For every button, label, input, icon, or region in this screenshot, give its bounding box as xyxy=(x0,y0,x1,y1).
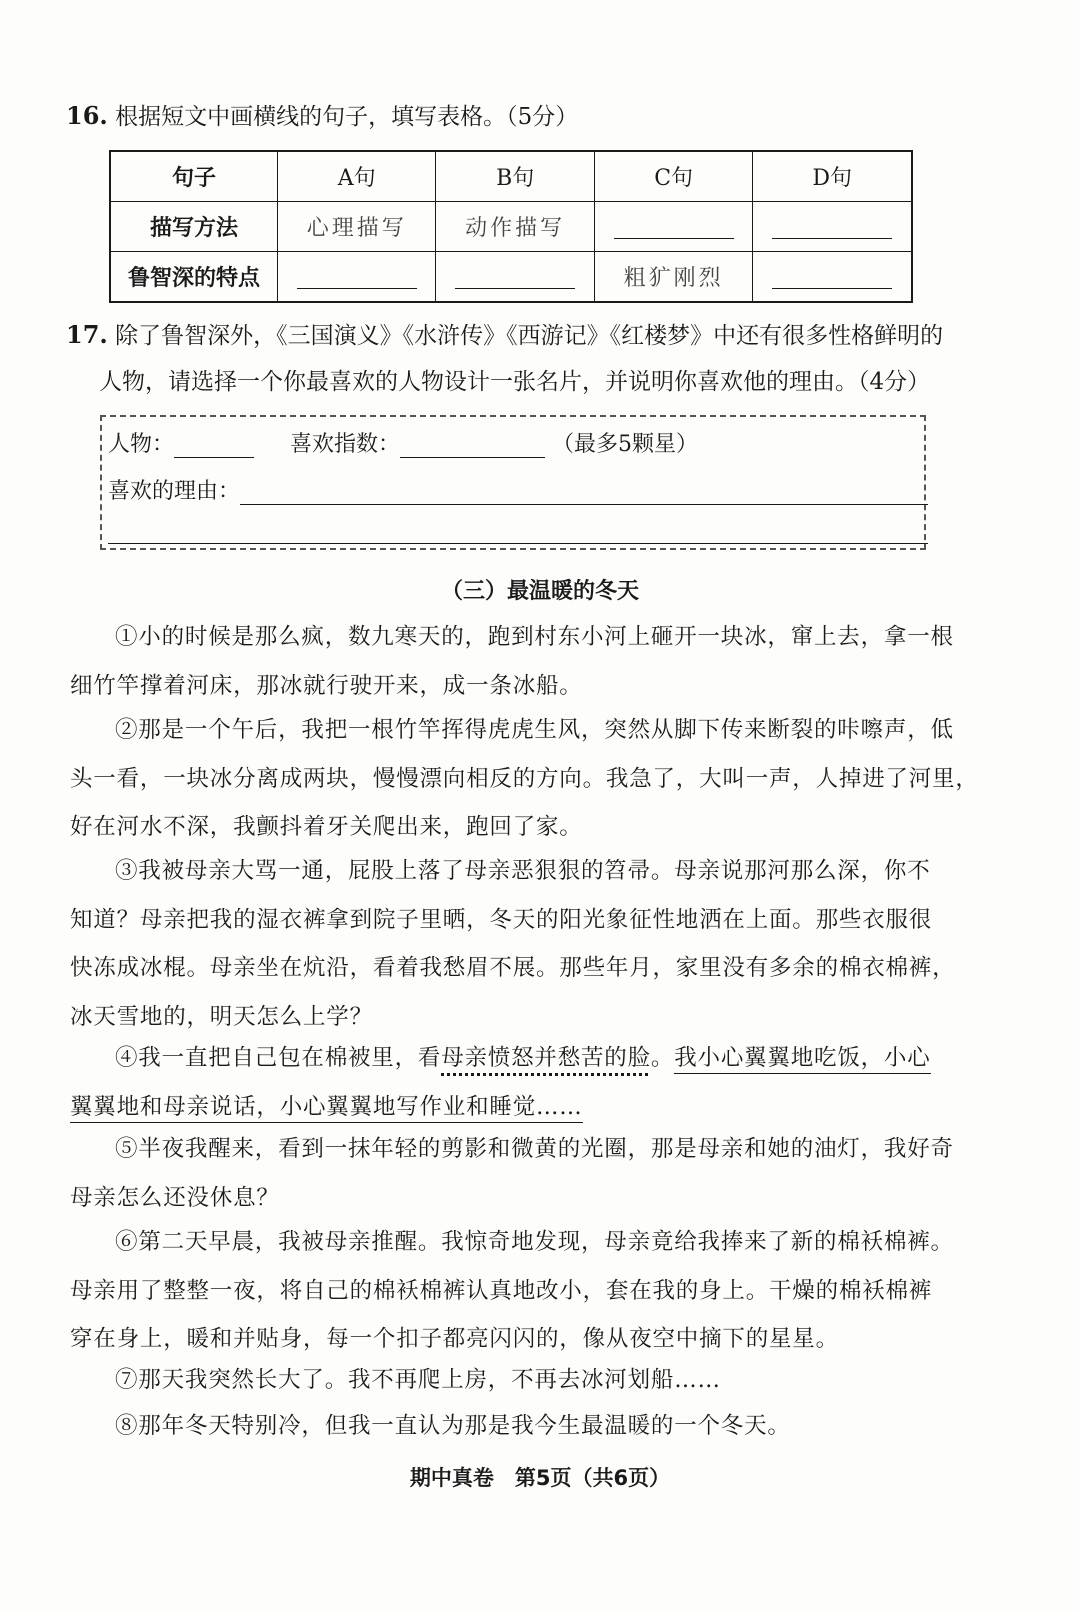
question-number: 17. xyxy=(66,320,108,349)
dotted-emphasis: 母亲愤怒并愁苦的脸 xyxy=(441,1045,651,1071)
table-cell-answer: 粗犷刚烈 xyxy=(594,252,752,303)
page-footer: 期中真卷 第5页（共6页） xyxy=(409,1466,671,1490)
text-line: 好在河水不深，我颤抖着牙关爬出来，跑回了家。 xyxy=(70,814,583,841)
text-line: 细竹竿撑着河床，那冰就行驶开来，成一条冰船。 xyxy=(70,672,583,699)
card-row-reason xyxy=(108,474,928,505)
table-cell: D句 xyxy=(753,151,912,202)
paragraph-5 xyxy=(70,1125,960,1222)
reason-blank[interactable] xyxy=(240,478,928,505)
question-text: 根据短文中画横线的句子，填写表格。（5分） xyxy=(115,104,579,130)
paragraph-7 xyxy=(70,1356,960,1405)
text-line: 冰天雪地的，明天怎么上学？ xyxy=(70,1003,373,1030)
underlined-sentence: 翼翼地和母亲说话，小心翼翼地写作业和睡觉…… xyxy=(70,1094,583,1123)
reason-blank-line2[interactable] xyxy=(108,543,928,544)
answer-table xyxy=(109,150,913,303)
table-cell-answer: 心理描写 xyxy=(278,202,436,252)
text-line xyxy=(70,1083,960,1132)
card-row-person xyxy=(108,427,698,458)
table-cell: B句 xyxy=(436,151,594,202)
table-cell-blank[interactable] xyxy=(753,252,912,303)
text-line: ⑦那天我突然长大了。我不再爬上房，不再去冰河划船…… xyxy=(115,1367,721,1393)
answer-blank[interactable] xyxy=(455,266,575,289)
paragraph-8 xyxy=(70,1402,960,1451)
table-cell-answer: 动作描写 xyxy=(436,202,594,252)
paragraph-6 xyxy=(70,1218,960,1364)
table-cell-blank[interactable] xyxy=(278,252,436,303)
name-card-box xyxy=(100,415,926,550)
table-cell: 鲁智深的特点 xyxy=(110,252,278,303)
question-number: 16. xyxy=(66,101,108,130)
paragraph-3 xyxy=(70,847,960,1041)
text-line: 知道？母亲把我的湿衣裤拿到院子里晒，冬天的阳光象征性地洒在上面。那些衣服很 xyxy=(70,906,933,933)
text-line: ③我被母亲大骂一通，屁股上落了母亲恶狠狠的笤帚。母亲说那河那么深，你不 xyxy=(115,858,931,884)
text-line: 穿在身上，暖和并贴身，每一个扣子都亮闪闪的，像从夜空中摘下的星星。 xyxy=(70,1326,839,1353)
text-line: 母亲用了整整一夜，将自己的棉袄棉裤认真地改小，套在我的身上。干燥的棉袄棉裤 xyxy=(70,1277,933,1304)
text-line: ①小的时候是那么疯，数九寒天的，跑到村东小河上砸开一块冰，窜上去，拿一根 xyxy=(115,624,954,650)
text-line: ⑧那年冬天特别冷，但我一直认为那是我今生最温暖的一个冬天。 xyxy=(115,1413,791,1439)
person-blank[interactable] xyxy=(174,431,254,458)
plain-text: 。 xyxy=(650,1045,675,1071)
question-text: 除了鲁智深外，《三国演义》《水浒传》《西游记》《红楼梦》中还有很多性格鲜明的 xyxy=(115,323,944,349)
like-blank[interactable] xyxy=(400,431,545,458)
table-row xyxy=(110,202,912,252)
paragraph-1 xyxy=(70,613,960,710)
table-cell-blank[interactable] xyxy=(753,202,912,252)
table-row xyxy=(110,252,912,303)
underlined-sentence: 我小心翼翼地吃饭，小心 xyxy=(674,1045,930,1074)
text-line: 快冻成冰棍。母亲坐在炕沿，看着我愁眉不展。那些年月，家里没有多余的棉衣棉裤， xyxy=(70,955,956,982)
table-cell-blank[interactable] xyxy=(594,202,752,252)
reason-label: 喜欢的理由： xyxy=(108,479,241,504)
text-line: ②那是一个午后，我把一根竹竿挥得虎虎生风，突然从脚下传来断裂的咔嚓声，低 xyxy=(115,717,954,743)
text-line: ⑥第二天早晨，我被母亲推醒。我惊奇地发现，母亲竟给我捧来了新的棉袄棉裤。 xyxy=(115,1229,954,1255)
answer-blank[interactable] xyxy=(297,266,417,289)
question-text: 人物，请选择一个你最喜欢的人物设计一张名片，并说明你喜欢他的理由。（4分） xyxy=(99,369,931,395)
text-line: 母亲怎么还没休息？ xyxy=(70,1184,280,1211)
like-label: 喜欢指数： xyxy=(290,432,401,457)
table-row xyxy=(110,151,912,202)
plain-text: ④我一直把自己包在棉被里，看 xyxy=(115,1045,442,1071)
table-cell: 描写方法 xyxy=(110,202,278,252)
answer-blank[interactable] xyxy=(614,216,734,239)
question-17-line2 xyxy=(99,365,930,399)
question-17 xyxy=(66,318,943,353)
answer-blank[interactable] xyxy=(772,216,892,239)
table-cell: A句 xyxy=(278,151,436,202)
person-label: 人物： xyxy=(108,432,175,457)
text-line: ⑤半夜我醒来，看到一抹年轻的剪影和微黄的光圈，那是母亲和她的油灯，我好奇 xyxy=(115,1136,954,1162)
table-cell: C句 xyxy=(594,151,752,202)
text-line: 头一看，一块冰分离成两块，慢慢漂向相反的方向。我急了，大叫一声，人掉进了河里， xyxy=(70,765,979,792)
section-title: （三）最温暖的冬天 xyxy=(440,579,639,604)
answer-blank[interactable] xyxy=(772,266,892,289)
table-cell: 句子 xyxy=(110,151,278,202)
paragraph-4 xyxy=(70,1034,960,1131)
question-16 xyxy=(66,99,578,134)
stars-note: （最多5颗星） xyxy=(552,432,699,457)
table-cell-blank[interactable] xyxy=(436,252,594,303)
paragraph-2 xyxy=(70,706,979,852)
text-line xyxy=(70,1034,960,1083)
